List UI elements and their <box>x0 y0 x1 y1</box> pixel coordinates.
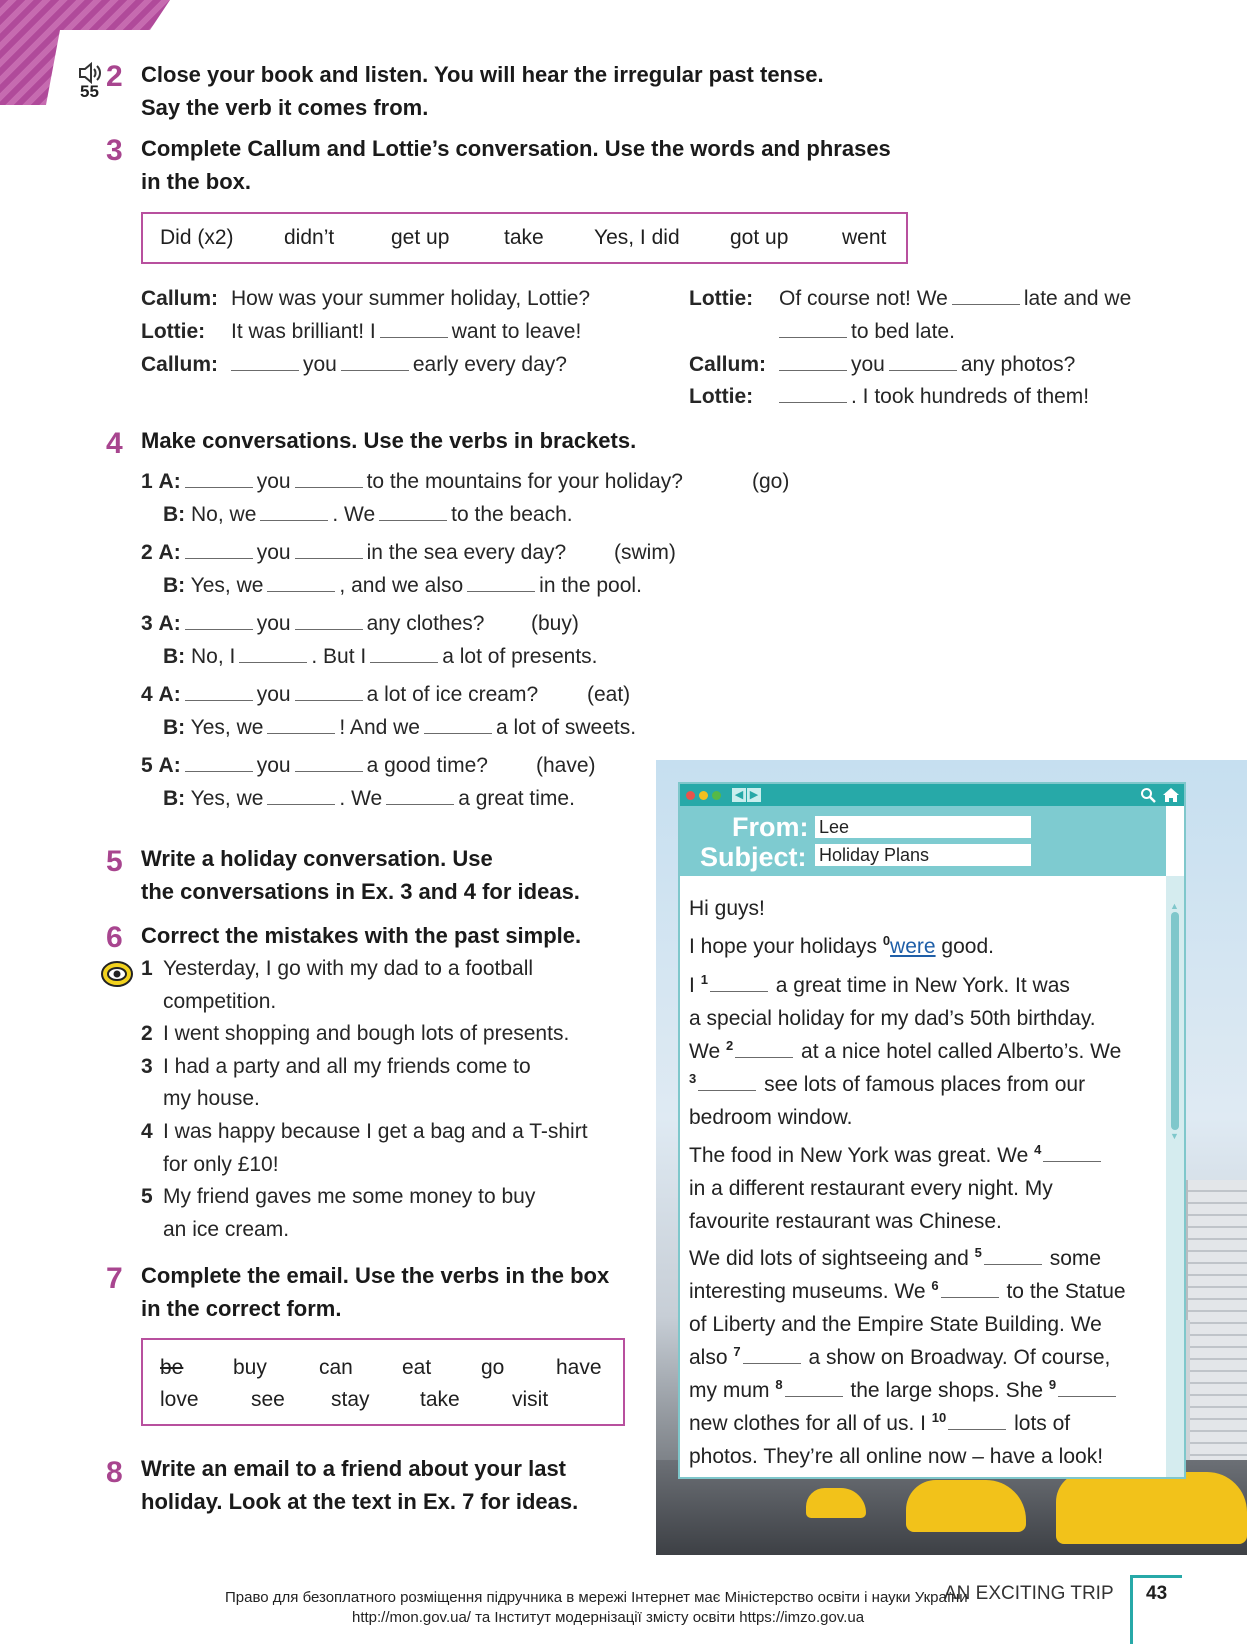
sentence-text: I went shopping and bough lots of presents. <box>163 1022 570 1046</box>
item-number: 5 <box>141 1185 153 1209</box>
exercise-5-instruction-line2: the conversations in Ex. 3 and 4 for ideas. <box>141 879 580 904</box>
answer-blank[interactable] <box>379 500 447 521</box>
exercise-4-number: 4 <box>106 427 123 460</box>
email-text: lots of <box>1014 1412 1071 1435</box>
item-number: 3 <box>141 612 153 635</box>
answer-blank[interactable] <box>735 1039 793 1058</box>
verb-hint: (have) <box>536 754 596 777</box>
email-line <box>689 970 1070 1003</box>
word-box-item: went <box>842 226 887 249</box>
answer-text: ! And we <box>339 716 420 739</box>
email-line <box>689 1342 1110 1375</box>
page-number: 43 <box>1146 1583 1168 1604</box>
gap-number: 8 <box>775 1377 783 1392</box>
email-line <box>689 1069 1085 1102</box>
home-icon[interactable] <box>1162 786 1180 804</box>
email-text: We did lots of sightseeing and <box>689 1247 969 1270</box>
dialogue-line <box>775 316 955 348</box>
word-box-item-example: be <box>160 1356 184 1379</box>
from-label: From: <box>732 812 809 842</box>
dialogue-text: Of course not! We <box>779 287 948 310</box>
exercise-4-instruction: Make conversations. Use the verbs in brackets. <box>141 428 637 453</box>
email-line <box>689 1140 1103 1173</box>
gap-number: 7 <box>733 1344 741 1359</box>
exercise-2-number: 2 <box>106 60 123 93</box>
speaker-lottie: Lottie: <box>141 320 206 343</box>
email-text: at a nice hotel called Alberto’s. We <box>801 1040 1122 1063</box>
gap-number: 0 <box>882 933 891 948</box>
dialogue-text: you <box>851 353 885 376</box>
ex6-line <box>141 986 276 1018</box>
answer-blank[interactable] <box>267 713 335 734</box>
answer-text: Yes, we <box>190 716 264 739</box>
gap-number: 3 <box>689 1071 697 1086</box>
word-box-ex7 <box>141 1338 625 1426</box>
exercise-6-instruction: Correct the mistakes with the past simple. <box>141 923 582 948</box>
answer-blank[interactable] <box>380 317 448 338</box>
exercise-7-instruction-line2: in the correct form. <box>141 1296 342 1321</box>
answer-blank[interactable] <box>889 350 957 371</box>
ex6-line <box>141 1181 535 1213</box>
email-text: the large shops. She <box>850 1379 1044 1402</box>
dialogue-text: want to leave! <box>451 320 582 343</box>
sentence-text: I was happy because I get a bag and a T-shirt <box>163 1120 588 1143</box>
email-greeting: Hi guys! <box>689 897 765 920</box>
exercise-7-instruction-line1: Complete the email. Use the verbs in the box <box>141 1263 610 1288</box>
taxi <box>906 1480 1026 1532</box>
sentence-text: my house. <box>163 1087 260 1111</box>
word-box-item: take <box>504 226 544 249</box>
answer-blank[interactable] <box>941 1279 999 1298</box>
email-line <box>689 1408 1070 1441</box>
question-text: in the sea every day? <box>366 541 567 564</box>
answer-blank[interactable] <box>952 284 1020 305</box>
answer-blank[interactable] <box>295 467 363 488</box>
subject-field[interactable]: Holiday Plans <box>815 844 1031 866</box>
email-line: favourite restaurant was Chinese. <box>689 1210 1002 1233</box>
back-arrow-icon[interactable]: ◀ <box>732 788 746 802</box>
ex4-question-line <box>141 537 566 569</box>
answer-blank[interactable] <box>295 609 363 630</box>
skyscraper <box>1186 1180 1247 1480</box>
exercise-2-instruction-line2: Say the verb it comes from. <box>141 95 429 120</box>
word-box-item: buy <box>233 1356 267 1379</box>
question-text: you <box>256 470 291 493</box>
exercise-8-instruction-line1: Write an email to a friend about your last <box>141 1456 567 1481</box>
exercise-3-instruction-line1: Complete Callum and Lottie’s conversation. Use the words and phrases <box>141 136 891 161</box>
ex4-answer-line <box>163 570 642 602</box>
copyright-line-1: Право для безоплатного розміщення підручника в мережі Інтернет має Міністерство освіти і науки України <box>225 1589 968 1606</box>
answer-text: , and we also <box>339 574 464 597</box>
verb-hint: (eat) <box>587 683 631 706</box>
track-number: 55 <box>80 82 99 101</box>
email-header <box>680 806 1166 876</box>
sentence-text: competition. <box>163 989 277 1013</box>
verb-hint: (swim) <box>614 541 676 564</box>
answer-blank[interactable] <box>185 680 253 701</box>
answer-blank[interactable] <box>295 680 363 701</box>
ex6-line <box>141 1018 569 1050</box>
answer-blank[interactable] <box>785 1378 843 1397</box>
speaker-a: A: <box>158 541 181 564</box>
speaker-lottie: Lottie: <box>689 287 754 310</box>
question-text: any clothes? <box>366 612 485 635</box>
speaker-lottie: Lottie: <box>689 385 754 408</box>
maximize-dot-icon[interactable] <box>712 791 721 800</box>
gap-number: 1 <box>700 972 708 987</box>
email-line <box>689 1375 1118 1408</box>
gap-number: 9 <box>1048 1377 1057 1392</box>
item-number: 2 <box>141 541 153 564</box>
ex6-line <box>141 1083 260 1115</box>
word-box-item: take <box>420 1388 460 1411</box>
dialogue-text: early every day? <box>412 353 567 376</box>
word-box-item: stay <box>331 1388 370 1411</box>
ex4-answer-line <box>163 712 636 744</box>
verb-hint: (go) <box>752 470 790 493</box>
word-box-item: Yes, I did <box>594 226 680 249</box>
search-icon[interactable] <box>1140 787 1156 803</box>
word-box-item: love <box>160 1388 199 1411</box>
ex4-question-line <box>141 750 488 782</box>
email-text: some <box>1049 1247 1102 1270</box>
answer-blank[interactable] <box>698 1072 756 1091</box>
email-text: I <box>689 974 695 997</box>
email-line: photos. They’re all online now – have a look! <box>689 1445 1104 1468</box>
item-number: 1 <box>141 957 153 980</box>
gap-number: 10 <box>931 1410 947 1425</box>
exercise-7-number: 7 <box>106 1262 123 1295</box>
answer-blank[interactable] <box>779 382 847 403</box>
answer-blank[interactable] <box>295 538 363 559</box>
answer-text: a great time. <box>458 787 575 810</box>
speaker-callum: Callum: <box>141 353 219 376</box>
ex4-answer-line <box>163 783 575 815</box>
unit-title: AN EXCITING TRIP <box>944 1583 1114 1604</box>
answer-text: No, I <box>191 645 236 668</box>
from-field[interactable]: Lee <box>815 816 1031 838</box>
speaker-callum: Callum: <box>689 353 767 376</box>
answer-blank[interactable] <box>185 609 253 630</box>
verb-hint: (buy) <box>531 612 579 635</box>
dialogue-line <box>227 349 567 381</box>
ex6-line <box>141 1214 289 1246</box>
exercise-3-number: 3 <box>106 134 123 167</box>
speaker-a: A: <box>158 470 181 493</box>
speaker-b: B: <box>163 787 186 810</box>
answer-blank[interactable] <box>295 751 363 772</box>
ex6-line <box>141 1051 531 1083</box>
word-box-item: didn’t <box>284 226 335 249</box>
sentence-text: My friend gaves me some money to buy <box>163 1185 536 1209</box>
answer-blank[interactable] <box>1058 1378 1116 1397</box>
answer-text: Yes, we <box>190 787 264 810</box>
email-line <box>689 1036 1121 1069</box>
item-number: 3 <box>141 1054 153 1078</box>
email-line <box>689 931 994 964</box>
answer-blank[interactable] <box>948 1411 1006 1430</box>
answer-blank[interactable] <box>984 1246 1042 1265</box>
answer-blank[interactable] <box>370 642 438 663</box>
answer-text: in the pool. <box>539 574 642 597</box>
dialogue-text: you <box>303 353 337 376</box>
scrollbar-thumb[interactable] <box>1171 912 1179 1130</box>
answer-blank[interactable] <box>267 784 335 805</box>
ex6-line <box>141 1149 279 1181</box>
answer-text: . But I <box>311 645 367 668</box>
question-text: you <box>256 754 291 777</box>
exercise-3-instruction-line2: in the box. <box>141 169 251 194</box>
gap-number: 5 <box>974 1245 982 1260</box>
answer-blank[interactable] <box>779 350 847 371</box>
question-text: a good time? <box>366 754 488 777</box>
speaker-a: A: <box>158 683 181 706</box>
email-text: We <box>689 1040 721 1063</box>
email-line: in a different restaurant every night. My <box>689 1177 1053 1200</box>
word-box-item: go <box>481 1356 505 1379</box>
question-text: you <box>256 612 291 635</box>
copyright-line-2: http://mon.gov.ua/ та Інститут модернізації змісту освіти https://imzo.gov.ua <box>352 1609 865 1626</box>
answer-blank[interactable] <box>185 751 253 772</box>
close-dot-icon[interactable] <box>686 791 695 800</box>
answer-blank[interactable] <box>779 317 847 338</box>
scrollbar[interactable] <box>1166 876 1184 1477</box>
word-box-ex3 <box>141 212 908 264</box>
scroll-up-icon[interactable]: ▲ <box>1170 901 1179 911</box>
word-box-item: get up <box>391 226 450 249</box>
word-box-item: see <box>251 1388 285 1411</box>
email-text: also <box>689 1346 728 1369</box>
item-number: 2 <box>141 1022 153 1046</box>
answer-text: . We <box>332 503 376 526</box>
dialogue-line: How was your summer holiday, Lottie? <box>231 287 591 310</box>
item-number: 4 <box>141 1120 153 1143</box>
answer-text: a lot of sweets. <box>495 716 637 739</box>
question-text: a lot of ice cream? <box>366 683 539 706</box>
email-line <box>689 1243 1101 1276</box>
email-text: I hope your holidays <box>689 935 877 958</box>
email-text: to the Statue <box>1006 1280 1126 1303</box>
item-number: 5 <box>141 754 153 777</box>
answer-blank[interactable] <box>467 571 535 592</box>
speaker-b: B: <box>163 645 186 668</box>
word-box-item: eat <box>402 1356 432 1379</box>
dialogue-line <box>231 316 581 348</box>
dialogue-line <box>779 283 1131 315</box>
ex4-question-line <box>141 608 484 640</box>
audio-icon[interactable] <box>78 62 104 84</box>
dialogue-line <box>775 349 1075 381</box>
exercise-8-number: 8 <box>106 1456 123 1489</box>
subject-label: Subject: <box>700 842 807 872</box>
window-titlebar <box>680 784 1184 806</box>
answer-blank[interactable] <box>386 784 454 805</box>
email-text: good. <box>941 935 994 958</box>
exercise-5-number: 5 <box>106 845 123 878</box>
speaker-b: B: <box>163 574 186 597</box>
word-box-item: Did (x2) <box>160 226 234 249</box>
ex4-answer-line <box>163 641 598 673</box>
taxi <box>1056 1472 1247 1544</box>
email-text: new clothes for all of us. I <box>689 1412 926 1435</box>
speaker-a: A: <box>158 612 181 635</box>
email-text: a show on Broadway. Of course, <box>808 1346 1111 1369</box>
answer-blank[interactable] <box>1043 1143 1101 1162</box>
email-text: The food in New York was great. We <box>689 1144 1029 1167</box>
speaker-b: B: <box>163 503 186 526</box>
answer-blank[interactable] <box>231 350 299 371</box>
speaker-callum: Callum: <box>141 287 219 310</box>
exercise-6-number: 6 <box>106 921 123 954</box>
email-line: of Liberty and the Empire State Building. We <box>689 1313 1102 1336</box>
gap-number: 2 <box>725 1038 734 1053</box>
word-box-item: have <box>556 1356 602 1379</box>
email-text: interesting museums. We <box>689 1280 926 1303</box>
ex6-line <box>141 1116 588 1148</box>
answer-blank[interactable] <box>185 538 253 559</box>
ex4-question-line <box>141 466 683 498</box>
answer-text: a lot of presents. <box>442 645 598 668</box>
answer-blank[interactable] <box>743 1345 801 1364</box>
email-text: see lots of famous places from our <box>764 1073 1086 1096</box>
email-line <box>689 1276 1126 1309</box>
gap-number: 6 <box>931 1278 939 1293</box>
item-number: 4 <box>141 683 153 706</box>
word-box-item: got up <box>730 226 789 249</box>
speaker-a: A: <box>158 754 181 777</box>
gap-number: 4 <box>1034 1142 1042 1157</box>
dialogue-text: any photos? <box>960 353 1076 376</box>
dialogue-text: to bed late. <box>851 320 955 343</box>
exercise-5-instruction-line1: Write a holiday conversation. Use <box>141 846 493 871</box>
email-line: bedroom window. <box>689 1106 853 1129</box>
email-text: my mum <box>689 1379 770 1402</box>
answer-blank[interactable] <box>341 350 409 371</box>
ex4-question-line <box>141 679 538 711</box>
minimize-dot-icon[interactable] <box>699 791 708 800</box>
question-text: you <box>256 541 291 564</box>
dialogue-text: late and we <box>1023 287 1132 310</box>
example-answer: were <box>890 935 936 958</box>
word-box-item: can <box>319 1356 353 1379</box>
email-text: a great time in New York. It was <box>775 974 1070 997</box>
answer-text: Yes, we <box>190 574 264 597</box>
speaker-b: B: <box>163 716 186 739</box>
sentence-text: I had a party and all my friends come to <box>163 1054 531 1078</box>
sentence-text: an ice cream. <box>163 1217 290 1241</box>
word-box-item: visit <box>512 1388 549 1411</box>
item-number: 1 <box>141 470 153 493</box>
answer-blank[interactable] <box>185 467 253 488</box>
ex6-line <box>141 953 533 985</box>
exercise-8-instruction-line2: holiday. Look at the text in Ex. 7 for ideas. <box>141 1489 579 1514</box>
answer-blank[interactable] <box>710 973 768 992</box>
scroll-down-icon[interactable]: ▼ <box>1170 1131 1179 1141</box>
sentence-text: Yesterday, I go with my dad to a football <box>163 957 534 980</box>
answer-blank[interactable] <box>267 571 335 592</box>
answer-blank[interactable] <box>424 713 492 734</box>
dialogue-text: It was brilliant! I <box>231 320 376 343</box>
ex4-answer-line <box>163 499 573 531</box>
sentence-text: for only £10! <box>163 1152 279 1176</box>
answer-blank[interactable] <box>260 500 328 521</box>
question-text: you <box>256 683 291 706</box>
answer-blank[interactable] <box>239 642 307 663</box>
dialogue-line <box>775 381 1089 413</box>
answer-text: . We <box>339 787 383 810</box>
email-line: a special holiday for my dad’s 50th birthday. <box>689 1007 1096 1030</box>
question-text: to the mountains for your holiday? <box>366 470 683 493</box>
exercise-2-instruction-line1: Close your book and listen. You will hear the irregular past tense. <box>141 62 824 87</box>
dialogue-text: . I took hundreds of them! <box>851 385 1090 408</box>
eye-icon <box>100 960 134 988</box>
answer-text: No, we <box>191 503 257 526</box>
forward-arrow-icon[interactable]: ▶ <box>747 788 761 802</box>
answer-text: to the beach. <box>451 503 573 526</box>
